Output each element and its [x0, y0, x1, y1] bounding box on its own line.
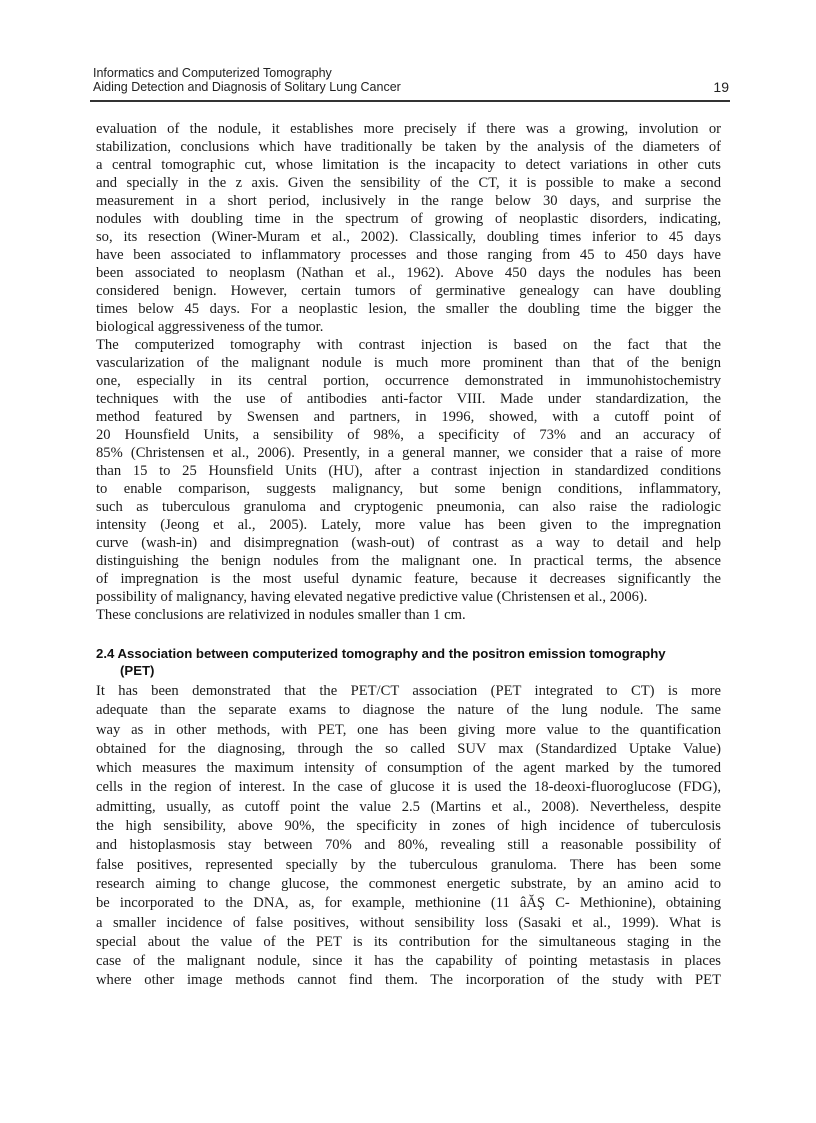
section-heading	[96, 645, 736, 679]
text-line: 85% (Christensen et al., 2006). Presently, in a general manner, we consider that a raise of more	[96, 445, 721, 461]
text-line: a central tomographic cut, whose limitation is the incapacity to detect variations in other cuts	[96, 157, 721, 173]
header-rule	[90, 100, 730, 102]
paragraph-1	[96, 120, 721, 624]
text-line: admitting, usually, as cutoff point the value 2.5 (Martins et al., 2008). Nevertheless, despite	[96, 798, 721, 815]
section-heading-line1: 2.4 Association between computerized tomography and the positron emission tomography	[96, 646, 666, 661]
text-line: The computerized tomography with contrast injection is based on the fact that the	[96, 337, 721, 353]
text-line: a smaller incidence of false positives, without sensibility loss (Sasaki et al., 1999). What is	[96, 914, 721, 931]
text-line: 20 Hounsfield Units, a sensibility of 98%, a specificity of 73% and an accuracy of	[96, 427, 721, 443]
text-line: which measures the maximum intensity of consumption of the agent marked by the tumored	[96, 760, 721, 777]
text-line: intensity (Jeong et al., 2005). Lately, more value has been given to the impregnation	[96, 517, 721, 533]
text-line: cells in the region of interest. In the case of glucose it is used the 18-deoxi-fluoroglucose (FDG),	[96, 779, 721, 796]
header-title-line1: Informatics and Computerized Tomography	[93, 66, 332, 80]
text-line: nodules with doubling time in the spectrum of growing of neoplastic disorders, indicating,	[96, 211, 721, 227]
text-line: such as tuberculous granuloma and cryptogenic pneumonia, can also raise the radiologic	[96, 499, 721, 515]
text-line: one, especially in its central portion, occurrence demonstrated in immunohistochemistry	[96, 373, 721, 389]
text-line: possibility of malignancy, having elevated negative predictive value (Christensen et al., 2006).	[96, 589, 648, 605]
text-line: special about the value of the PET is its contribution for the simultaneous staging in the	[96, 933, 721, 950]
text-line: been associated to neoplasm (Nathan et al., 1962). Above 450 days the nodules has been	[96, 265, 721, 281]
text-line: biological aggressiveness of the tumor.	[96, 319, 324, 335]
text-line: evaluation of the nodule, it establishes more precisely if there was a growing, involution or	[96, 121, 721, 137]
text-line: curve (wash-in) and disimpregnation (wash-out) of contrast as a way to detail and help	[96, 535, 721, 551]
text-line: research aiming to change glucose, the commonest energetic substrate, by an amino acid to	[96, 875, 721, 892]
text-line: method featured by Swensen and partners, in 1996, showed, with a cutoff point of	[96, 409, 721, 425]
running-header	[93, 66, 729, 94]
text-line: vascularization of the malignant nodule is much more prominent than that of the benign	[96, 355, 721, 371]
text-line: distinguishing the benign nodules from the malignant one. In practical terms, the absence	[96, 553, 721, 569]
text-line: It has been demonstrated that the PET/CT association (PET integrated to CT) is more	[96, 683, 721, 699]
text-line: stabilization, conclusions which have traditionally be taken by the analysis of the diameters of	[96, 139, 721, 155]
text-line: These conclusions are relativized in nodules smaller than 1 cm.	[96, 607, 466, 623]
text-line: techniques with the use of antibodies anti-factor VIII. Made under standardization, the	[96, 391, 721, 407]
header-title-line2: Aiding Detection and Diagnosis of Solitary Lung Cancer	[93, 80, 401, 94]
text-line: and specially in the z axis. Given the sensibility of the CT, it is possible to make a second	[96, 175, 721, 191]
text-line: have been associated to inflammatory processes and those ranging from 45 to 450 days have	[96, 247, 721, 263]
text-line: of impregnation is the most useful dynamic feature, because it decreases significantly the	[96, 571, 721, 587]
text-line: case of the malignant nodule, since it has the capability of pointing metastasis in places	[96, 953, 721, 970]
page-number: 19	[713, 79, 729, 95]
text-line: times below 45 days. For a neoplastic lesion, the smaller the doubling time the bigger the	[96, 301, 721, 317]
text-line: so, its resection (Winer-Muram et al., 2002). Classically, doubling times inferior to 45 days	[96, 229, 721, 245]
text-line: be incorporated to the DNA, as, for example, methionine (11 âĂŞ C- Methionine), obtaining	[96, 895, 721, 912]
text-line: obtained for the diagnosing, through the so called SUV max (Standardized Uptake Value)	[96, 740, 721, 757]
text-line: and histoplasmosis stay between 70% and 80%, revealing still a reasonable possibility of	[96, 837, 721, 854]
text-line: adequate than the separate exams to diagnose the nature of the lung nodule. The same	[96, 702, 721, 719]
paragraph-2	[96, 682, 721, 991]
text-line: false positives, represented specially by the tuberculous granuloma. There has been some	[96, 856, 721, 873]
text-line: than 15 to 25 Hounsfield Units (HU), after a contrast injection in standardized conditions	[96, 463, 721, 479]
text-line: measurement in a short period, inclusively in the range below 30 days, and surprise the	[96, 193, 721, 209]
text-line: where other image methods cannot find them. The incorporation of the study with PET	[96, 972, 721, 989]
text-line: the high sensibility, above 90%, the specificity in zones of high incidence of tuberculosis	[96, 818, 721, 835]
section-heading-line2: (PET)	[120, 663, 155, 678]
text-line: to enable comparison, suggests malignancy, but some benign conditions, inflammatory,	[96, 481, 721, 497]
text-line: way as in other methods, with PET, one has been giving more value to the quantification	[96, 721, 721, 738]
text-line: considered benign. However, certain tumors of germinative genealogy can have doubling	[96, 283, 721, 299]
